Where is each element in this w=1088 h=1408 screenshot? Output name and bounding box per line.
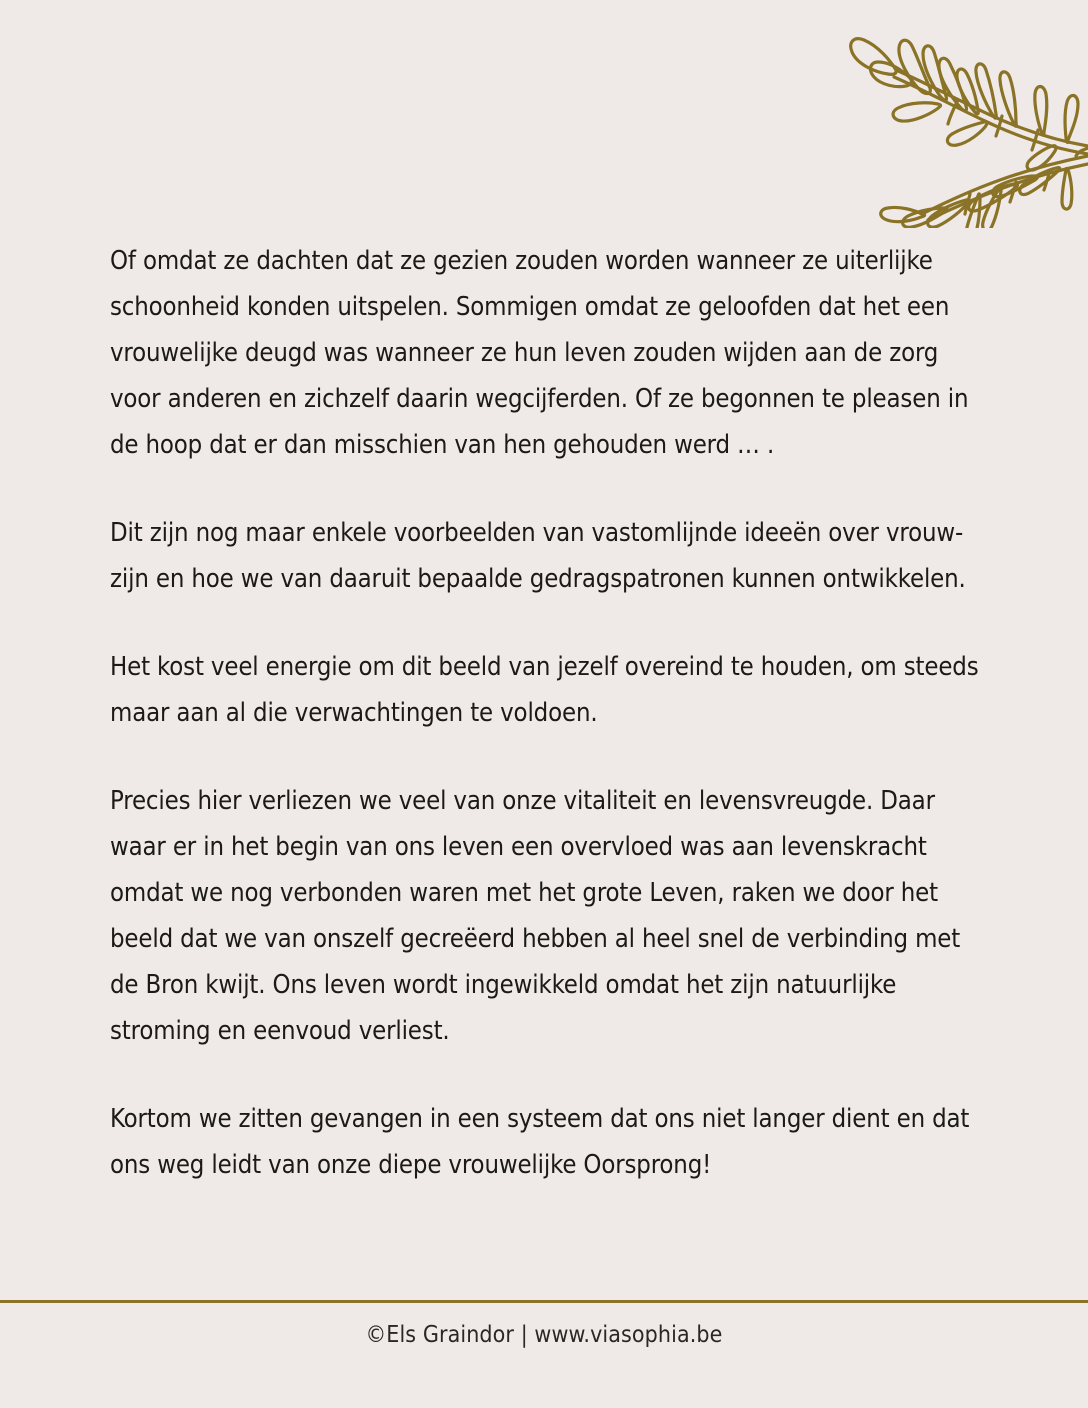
footer-credit: ©Els Graindor | www.viasophia.be bbox=[365, 1322, 723, 1348]
botanical-branch-icon bbox=[838, 28, 1088, 228]
paragraph-2: Dit zijn nog maar enkele voorbeelden van vastomlijnde ideeën over vrouw-zijn en hoe we van daaruit bepaalde gedragspatronen kunnen ontwikkelen. bbox=[110, 518, 966, 594]
paragraph-1: Of omdat ze dachten dat ze gezien zouden worden wanneer ze uiterlijke schoonheid konden uitspelen. Sommigen omdat ze geloofden dat het een vrouwelijke deugd was wanneer ze hun leven zouden wijden aan de zorg voor anderen en zichzelf daarin wegcijferden. Of ze begonnen te pleasen in de hoop dat er dan misschien van hen gehouden werd … . bbox=[110, 246, 976, 460]
article-body bbox=[110, 238, 990, 1188]
paragraph-5: Kortom we zitten gevangen in een systeem dat ons niet langer dient en dat ons weg leidt van onze diepe vrouwelijke Oorsprong! bbox=[110, 1104, 977, 1180]
paragraph-4: Precies hier verliezen we veel van onze vitaliteit en levensvreugde. Daar waar er in het begin van ons leven een overvloed was aan levenskracht omdat we nog verbonden waren met het grote Leven, raken we door het beeld dat we van onszelf gecreëerd hebben al heel snel de verbinding met de Bron kwijt. Ons leven wordt ingewikkeld omdat het zijn natuurlijke stroming en eenvoud verliest. bbox=[110, 786, 968, 1046]
footer-divider bbox=[0, 1300, 1088, 1303]
paragraph-3: Het kost veel energie om dit beeld van jezelf overeind te houden, om steeds maar aan al die verwachtingen te voldoen. bbox=[110, 652, 986, 728]
